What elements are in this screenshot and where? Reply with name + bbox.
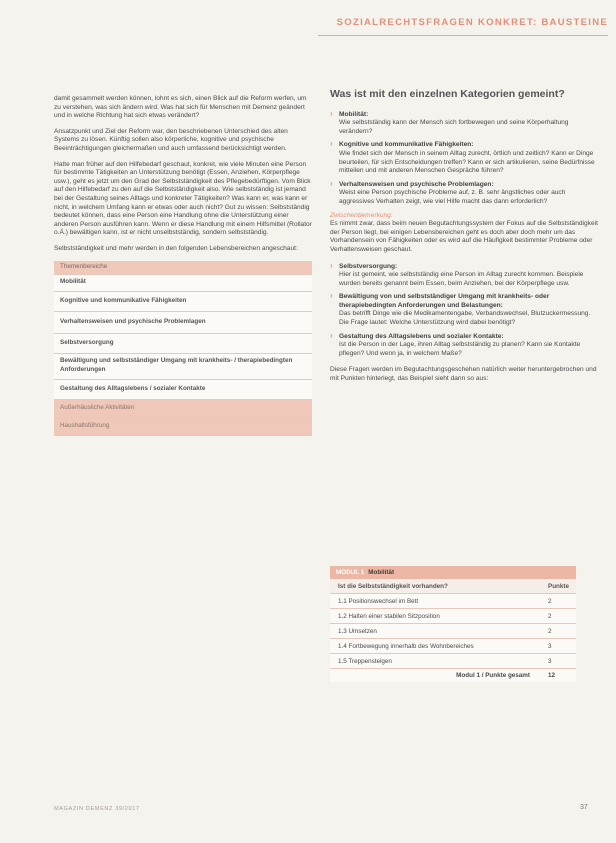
module-name: Mobilität <box>368 569 395 576</box>
list-item: › Gestaltung des Alltagslebens und sozialer Kontakte: Ist die Person in der Lage, ihren Alltag selbstständig zu planen? Kann sie Kontakte pflegen? Und wenn ja, in welchem Maße? <box>330 333 600 359</box>
note-heading: Zwischenbemerkung: <box>330 211 393 219</box>
list-item: › Selbstversorgung: Hier ist gemeint, wie selbstständig eine Person im Alltag zurecht kommen. Beispiele wurden bereits genannt beim Essen, beim Anziehen, bei der Körperpflege usw. <box>330 263 600 289</box>
module-subheader: Ist die Selbstständigkeit vorhanden? Punkte <box>330 579 576 594</box>
table-header: Themenbereiche <box>54 261 312 275</box>
table-row: 1.4 Fortbewegung innerhalb des Wohnbereiches 3 <box>330 639 576 654</box>
list-item: › Verhaltensweisen und psychische Problemlagen: Weist eine Person psychische Probleme auf, z. B. sehr ängstliches oder auch aggressives Verhalten zeigt, wie viel Hilfe macht das dann erforderlich? <box>330 181 600 207</box>
table-row: 1.3 Umsetzen 2 <box>330 624 576 639</box>
list-item: › Kognitive und kommunikative Fähigkeiten: Wie findet sich der Mensch in seinem Alltag zurecht, örtlich und zeitlich? Kann er Dinge beurteilen, für sich Entscheidungen treffen? Kann er sich artikulieren, seine Bedürfnisse mitteilen und mit anderen Menschen Gespräche führen? <box>330 141 600 175</box>
table-row: 1.1 Positionswechsel im Bett 2 <box>330 594 576 609</box>
paragraph: Diese Fragen werden im Begutachtungsgeschehen natürlich weiter heruntergebrochen und mit Punkten hinterlegt, das Beispiel sieht dann so aus: <box>330 366 597 383</box>
paragraph: Ansatzpunkt und Ziel der Reform war, den beschriebenen Unterschied des alten Systems zu lösen. Künftig sollen also körperliche, kognitive und psychische Beeinträchtigungen gleichermaßen und auch umfassend berücksichtigt werden. <box>54 127 288 152</box>
table-row: Gestaltung des Alltagslebens / sozialer Kontakte <box>54 380 312 400</box>
table-row: Bewältigung und selbstständiger Umgang mit krankheits- / therapiebedingten Anforderungen <box>54 354 312 380</box>
module-table <box>330 566 576 682</box>
table-row-extra: Haushaltsführung <box>54 418 312 436</box>
table-row: Selbstversorgung <box>54 334 312 354</box>
note-text: Es nimmt zwar, dass beim neuen Begutachtungssystem der Fokus auf die Selbstständigkeit der Person liegt, bei einigen Lebensbereichen geht es doch aber doch mehr um das Vorhandensein von Fähigkeiten oder es wird auf die Häufigkeit bestimmter Probleme oder Verhaltensweisen geschaut. <box>330 220 598 253</box>
table-row: Kognitive und kommunikative Fähigkeiten <box>54 292 312 312</box>
section-header: SOZIALRECHTSFRAGEN KONKRET: BAUSTEINE <box>336 17 608 28</box>
page-number: 37 <box>580 804 588 811</box>
module-header <box>330 566 576 579</box>
list-item: › Bewältigung von und selbstständiger Umgang mit krankheits- oder therapiebedingten Anforderungen und Belastungen: Das betrifft Dinge wie die Medikamentengabe, Verbandswechsel, Blutzuckermessung. Die Frage lautet: Welche Unterstützung wird dabei benötigt? <box>330 293 600 327</box>
paragraph: Selbstständigkeit und mehr werden in den folgenden Lebensbereichen angeschaut: <box>54 244 298 252</box>
paragraph: damit gesammelt werden können, lohnt es sich, einen Blick auf die Reform werfen, um zu verstehen, was sich ändern wird. Was hat sich für Menschen mit Demenz geändert und in welche Richtung hat sich etwas verändert? <box>54 95 307 120</box>
section-title: Was ist mit den einzelnen Kategorien gemeint? <box>330 88 565 100</box>
table-row: 1.2 Halten einer stabilen Sitzposition 2 <box>330 609 576 624</box>
table-row: 1.5 Treppensteigen 3 <box>330 654 576 669</box>
right-column <box>330 90 600 392</box>
table-row-extra: Außerhäusliche Aktivitäten <box>54 400 312 418</box>
list-item: › Mobilität: Wie selbstständig kann der Mensch sich fortbewegen und seine Körperhaltung verändern? <box>330 111 600 137</box>
table-row: Verhaltensweisen und psychische Problemlagen <box>54 312 312 334</box>
left-column <box>54 95 314 436</box>
table-row: Mobilität <box>54 275 312 292</box>
footer-publication: MAGAZIN DEMENZ 39/2017 <box>54 806 140 812</box>
module-total-row: Modul 1 / Punkte gesamt 12 <box>330 669 576 682</box>
paragraph: Hatte man früher auf den Hilfebedarf geschaut, konkret, wie viele Minuten eine Person für bestimmte Tätigkeiten an Unterstützung benötigt (Essen, Anziehen, Körperpflege usw.), geht es jetzt um den Grad der Selbstständigkeit des Pflegebedürftigen. Vom Blick auf den Hilfebedarf zu den auf die Selbstständigkeit also. Wie selbstständig ist jemand bei der Gestaltung seines Alltags und konkreter Tätigkeiten? Was kann er, was kann er nicht, in welchem Umfang kann er etwas oder auch nicht? Gut zu wissen: Selbstständig bedeutet können, dass eine Person eine Handlung ohne die Unterstützung einer anderen Person ausführen kann. Wenn er diese Handlung mit einem Hilfsmittel (Rollator o.Ä.) bewältigen kann, ist er nicht unselbstständig, sondern selbstständig. <box>54 160 312 237</box>
module-label: MODUL 1 <box>336 569 365 576</box>
topics-table <box>54 261 312 436</box>
